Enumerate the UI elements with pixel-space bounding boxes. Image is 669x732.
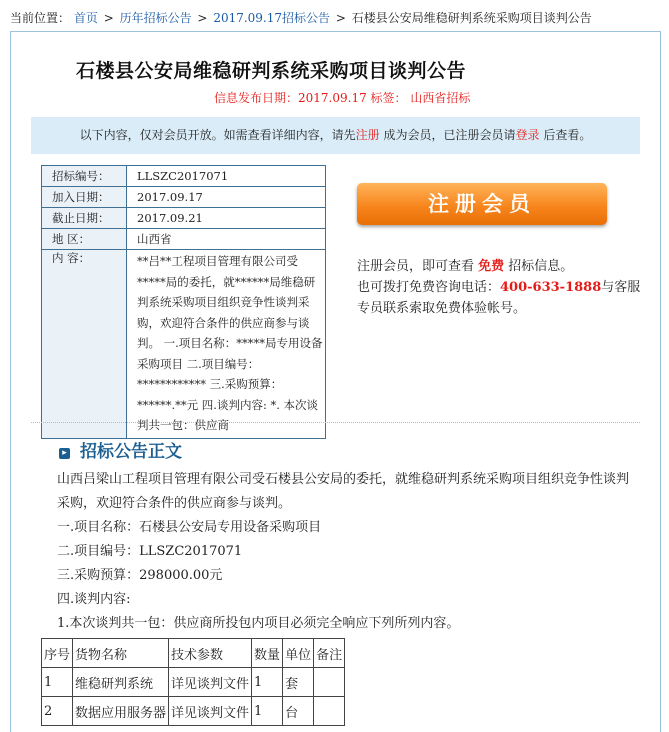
table-row (42, 229, 326, 250)
header-cell: 备注 (314, 639, 345, 668)
info-value: 2017.09.17 (127, 187, 326, 208)
register-link[interactable]: 注册 (355, 128, 380, 142)
breadcrumb-separator: > (197, 11, 208, 25)
info-key: 内 容： (42, 250, 127, 439)
breadcrumb-date-link[interactable]: 2017.09.17招标公告 (213, 11, 331, 25)
header-cell: 数量 (252, 639, 283, 668)
info-key: 地 区： (42, 229, 127, 250)
page-title: 石楼县公安局维稳研判系统采购项目谈判公告 (76, 60, 467, 82)
table-cell: 详见谈判文件 (169, 668, 252, 697)
info-key: 招标编号： (42, 166, 127, 187)
hotline-number: 400-633-1888 (500, 280, 602, 295)
breadcrumb-current: 石楼县公安局维稳研判系统采购项目谈判公告 (351, 11, 592, 25)
breadcrumb-history-link[interactable]: 历年招标公告 (119, 11, 192, 25)
info-key: 加入日期： (42, 187, 127, 208)
register-text: 招标信息。 (504, 259, 574, 274)
register-text: 与客服专员联系索取免费体验帐号。 (357, 280, 641, 316)
register-text: 也可拨打免费咨询电话： (357, 280, 501, 295)
table-row (42, 166, 326, 187)
free-highlight: 免费 (478, 259, 505, 274)
info-content-preview: **吕**工程项目管理有限公司受*****局的委托，就******局维稳研判系统采购项目组织竞争性谈判采购，欢迎符合条件的供应商参与谈判。 一.项目名称：*****局专用设备采购项目 二.项目编号：************ 三.采购预算：******.**元 四.谈判内容: *. 本次谈判共一包：供应商 (127, 250, 326, 439)
table-cell: 1 (252, 697, 283, 726)
body-paragraph: 一.项目名称：石楼县公安局专用设备采购项目 (57, 520, 322, 535)
register-member-button[interactable]: 注册会员 (357, 183, 607, 225)
notice-body (41, 468, 641, 636)
info-value: 2017.09.21 (127, 208, 326, 229)
table-row (42, 668, 345, 697)
table-row (42, 187, 326, 208)
breadcrumb (10, 9, 592, 26)
table-cell: 2 (42, 697, 73, 726)
body-paragraph: 四.谈判内容: (57, 592, 131, 607)
section-heading-text: 招标公告正文 (80, 442, 182, 462)
register-text: 注册会员，即可查看 (357, 259, 479, 274)
section-heading (59, 437, 182, 462)
arrow-box-icon: ▸ (59, 448, 70, 459)
info-value: LLSZC2017071 (127, 166, 326, 187)
breadcrumb-separator: > (335, 11, 346, 25)
table-header-row (42, 639, 345, 668)
tender-info-table (41, 165, 326, 439)
table-cell (314, 668, 345, 697)
body-paragraph: 三.采购预算：298000.00元 (57, 568, 223, 583)
table-cell: 1 (252, 668, 283, 697)
table-row (42, 208, 326, 229)
body-paragraph: 二.项目编号：LLSZC2017071 (57, 544, 243, 559)
table-row (42, 250, 326, 439)
header-cell: 单位 (283, 639, 314, 668)
member-notice-text: 后查看。 (543, 128, 592, 142)
goods-table (41, 638, 345, 726)
breadcrumb-prefix: 当前位置： (10, 11, 71, 25)
header-cell: 货物名称 (73, 639, 169, 668)
info-key: 截止日期： (42, 208, 127, 229)
register-info (357, 256, 647, 319)
header-cell: 序号 (42, 639, 73, 668)
member-notice-bar (31, 117, 640, 154)
header-cell: 技术参数 (169, 639, 252, 668)
breadcrumb-separator: > (103, 11, 114, 25)
body-paragraph: 1.本次谈判共一包：供应商所投包内项目必须完全响应下列所列内容。 (57, 616, 460, 631)
publish-info: 信息发布日期：2017.09.17 标签： 山西省招标 (214, 91, 471, 105)
info-value: 山西省 (127, 229, 326, 250)
table-cell: 维稳研判系统 (73, 668, 169, 697)
table-cell: 详见谈判文件 (169, 697, 252, 726)
table-cell: 台 (283, 697, 314, 726)
table-cell: 数据应用服务器 (73, 697, 169, 726)
table-cell (314, 697, 345, 726)
login-link[interactable]: 登录 (515, 128, 540, 142)
table-cell: 1 (42, 668, 73, 697)
member-notice-text: 成为会员，已注册会员请 (383, 128, 516, 142)
member-notice-text: 以下内容，仅对会员开放。如需查看详细内容，请先 (79, 128, 356, 142)
body-paragraph: 山西吕梁山工程项目管理有限公司受石楼县公安局的委托，就维稳研判系统采购项目组织竞争性谈判采购，欢迎符合条件的供应商参与谈判。 (57, 472, 630, 511)
table-cell: 套 (283, 668, 314, 697)
breadcrumb-home-link[interactable]: 首页 (73, 11, 98, 25)
table-row (42, 697, 345, 726)
divider (31, 422, 640, 423)
